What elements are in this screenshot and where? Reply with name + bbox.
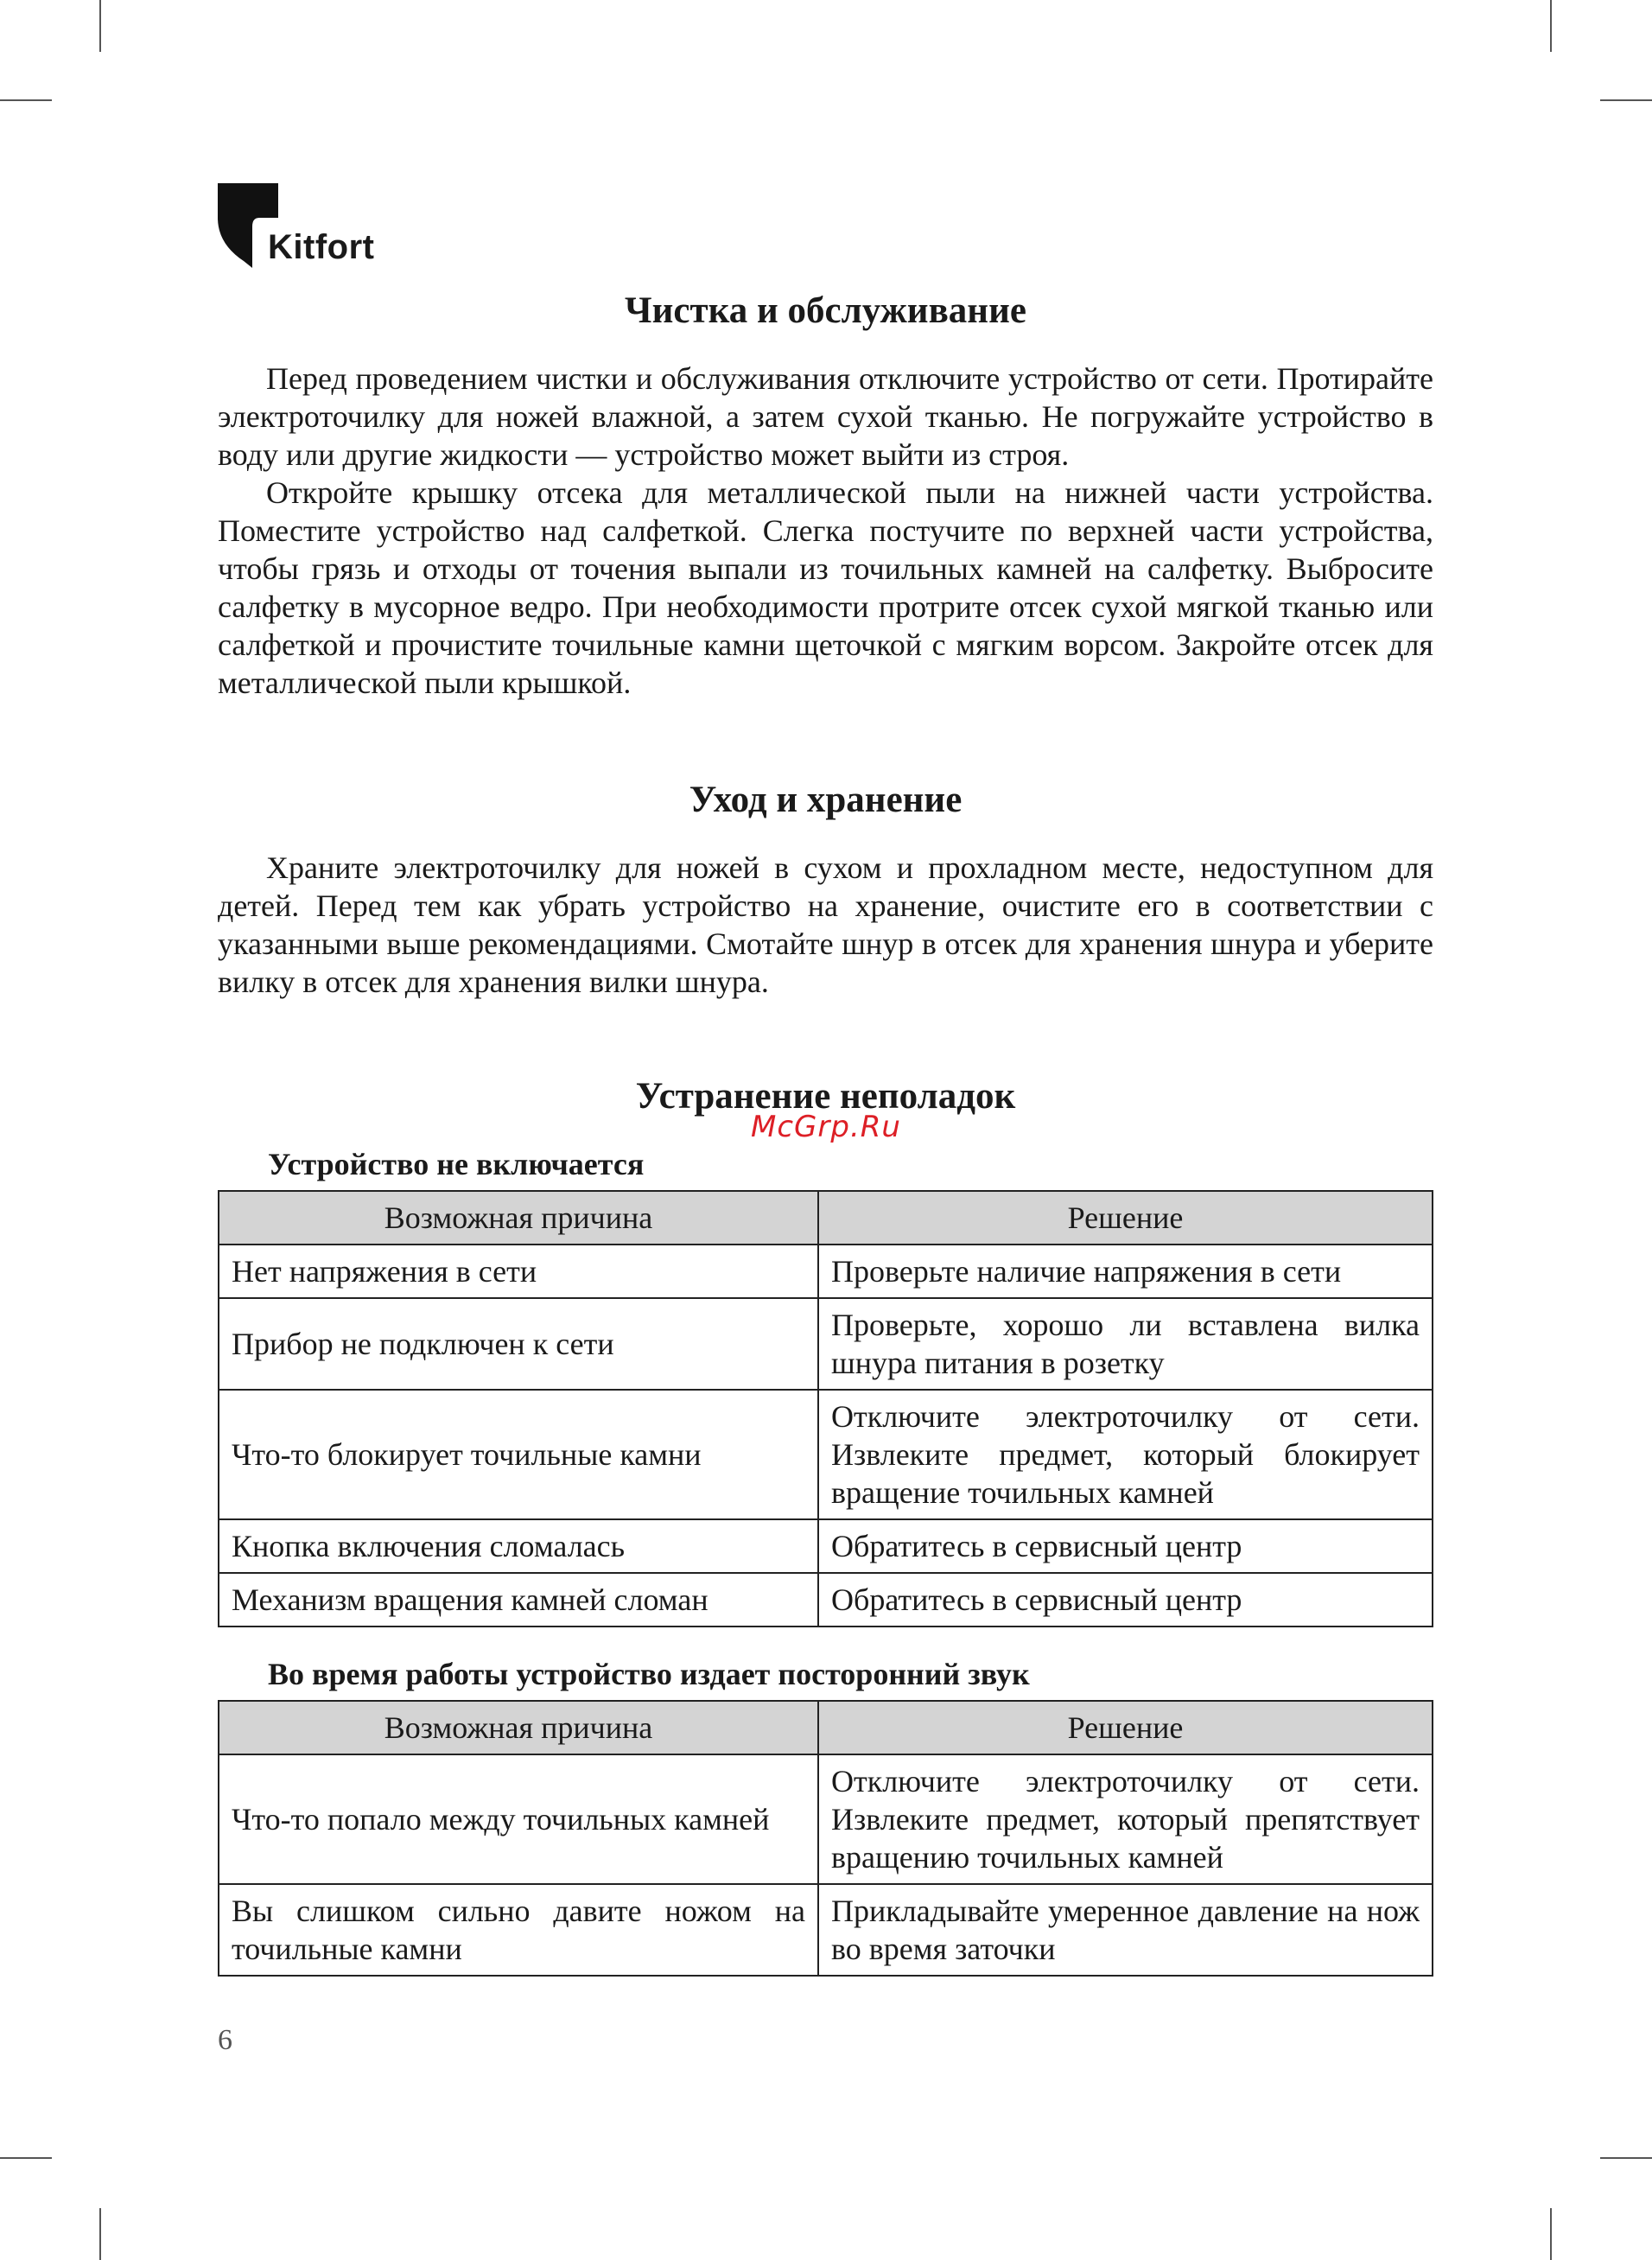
solution-cell: Обратитесь в сервисный центр: [818, 1573, 1433, 1627]
cleaning-paragraph-1: Перед проведением чистки и обслуживания отключите устройство от сети. Протирайте электроточилку для ножей влажной, а затем сухой тканью. Не погружайте устройство в воду или другие жидкости — устройство может выйти из строя.: [218, 360, 1433, 472]
table-header-row: [219, 1701, 1433, 1754]
crop-mark: [1550, 0, 1552, 52]
cleaning-section: [218, 289, 1433, 702]
troubleshooting-section: [218, 1074, 1433, 1977]
cause-cell: Прибор не подключен к сети: [219, 1298, 818, 1390]
cause-cell: Механизм вращения камней сломан: [219, 1573, 818, 1627]
cleaning-paragraph-2: Откройте крышку отсека для металлической пыли на нижней части устройства. Поместите устройство над салфеткой. Слегка постучите по верхней части устройства, чтобы грязь и отходы от точения выпали из точильных камней на салфетку. Выбросите салфетку в мусорное ведро. При необходимости протрите отсек сухой мягкой тканью или салфеткой и прочистите точильные камни щеточкой с мягким ворсом. Закройте отсек для металлической пыли крышкой.: [218, 474, 1433, 700]
crop-mark: [99, 2208, 101, 2260]
cause-cell: Кнопка включения сломалась: [219, 1519, 818, 1573]
cause-cell: Вы слишком сильно давите ножом на точильные камни: [219, 1884, 818, 1976]
watermark: McGrp.Ru: [751, 1110, 901, 1144]
brand-name: Kitfort: [268, 228, 375, 266]
table-row: [219, 1245, 1433, 1298]
table-row: [219, 1754, 1433, 1884]
crop-mark: [1550, 2208, 1552, 2260]
crop-mark: [1600, 2157, 1652, 2159]
table-row: [219, 1390, 1433, 1519]
crop-mark: [99, 0, 101, 52]
table-2-heading: Во время работы устройство издает посторонний звук: [268, 1656, 1030, 1691]
cause-cell: Что-то попало между точильных камней: [219, 1754, 818, 1884]
column-header: Решение: [818, 1191, 1433, 1245]
table-row: [219, 1519, 1433, 1573]
column-header: Возможная причина: [219, 1191, 818, 1245]
solution-cell: Обратитесь в сервисный центр: [818, 1519, 1433, 1573]
table-row: [219, 1298, 1433, 1390]
cause-cell: Нет напряжения в сети: [219, 1245, 818, 1298]
table-row: [219, 1573, 1433, 1627]
table-header-row: [219, 1191, 1433, 1245]
troubleshooting-title: Устранение неполадок: [635, 1076, 1016, 1117]
brand-logo: [218, 183, 391, 270]
crop-mark: [1600, 99, 1652, 101]
storage-title: Уход и хранение: [689, 780, 963, 820]
solution-cell: Проверьте наличие напряжения в сети: [818, 1245, 1433, 1298]
solution-cell: Прикладывайте умеренное давление на нож во время заточки: [818, 1884, 1433, 1976]
crop-mark: [0, 2157, 52, 2159]
solution-cell: Отключите электроточилку от сети. Извлеките предмет, который блокирует вращение точильных камней: [818, 1390, 1433, 1519]
storage-paragraph: Храните электроточилку для ножей в сухом и прохладном месте, недоступном для детей. Перед тем как убрать устройство на хранение, очистите его в соответствии с указанными выше рекомендациями. Смотайте шнур в отсек для хранения шнура и уберите вилку в отсек для хранения вилки шнура.: [218, 850, 1433, 999]
troubleshooting-table-2: [218, 1700, 1433, 1977]
cleaning-title: Чистка и обслуживание: [625, 290, 1026, 331]
solution-cell: Проверьте, хорошо ли вставлена вилка шнура питания в розетку: [818, 1298, 1433, 1390]
crop-mark: [0, 99, 52, 101]
storage-section: [218, 778, 1433, 1001]
cause-cell: Что-то блокирует точильные камни: [219, 1390, 818, 1519]
column-header: Решение: [818, 1701, 1433, 1754]
troubleshooting-table-1: [218, 1190, 1433, 1627]
table-row: [219, 1884, 1433, 1976]
solution-cell: Отключите электроточилку от сети. Извлеките предмет, который препятствует вращению точильных камней: [818, 1754, 1433, 1884]
page-number: 6: [218, 2024, 232, 2056]
table-1-heading: Устройство не включается: [268, 1146, 645, 1181]
column-header: Возможная причина: [219, 1701, 818, 1754]
